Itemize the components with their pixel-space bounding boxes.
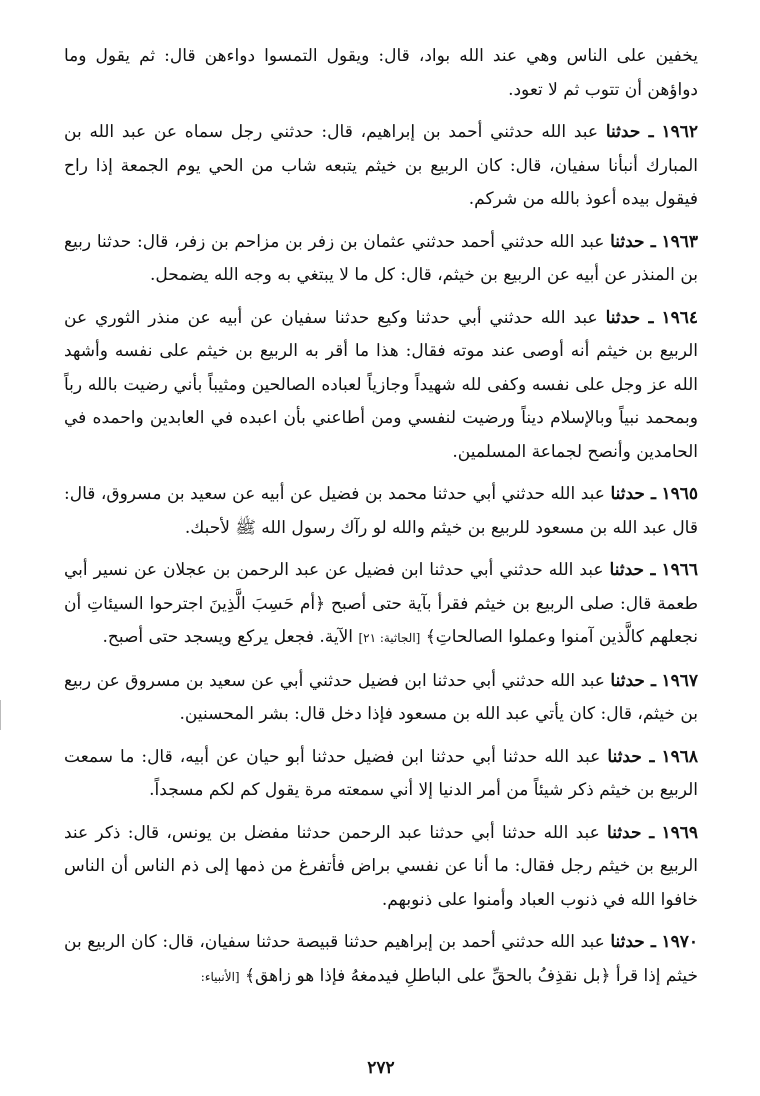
entry-number: ١٩٧٠ <box>661 932 698 952</box>
entry-lead: حدثنا <box>609 560 645 580</box>
continuation-text: يخفين على الناس وهي عند الله بواد، قال: ويقول التمسوا دواءهن قال: ثم يقول وما دواؤهن أن تتوب ثم لا تعود. <box>64 46 698 100</box>
entry-text: عبد الله حدثني أحمد بن إبراهيم حدثنا قبيصة حدثنا سفيان، قال: كان الربيع بن خيثم إذا قرأ ﴿بل نقذِفُ بالحقِّ على الباطلِ فيدمغهُ فإذا هو زاهق﴾ <box>64 932 698 986</box>
entry-lead: حدثنا <box>610 670 645 691</box>
entry-tail: الآية. فجعل يركع ويسجد حتى أصبح. <box>102 627 354 647</box>
entry-number: ١٩٦٨ <box>661 746 699 767</box>
hadith-entry: ١٩٦٤ ـ حدثنا عبد الله حدثني أبي حدثنا وكيع حدثنا سفيان عن أبيه عن منذر الثوري عن الربيع بن خيثم أنه أوصى عند موته فقال: هذا ما أقر به الربيع بن خيثم على نفسه وأشهد الله عز وجل على نفسه وكفى لله شهيداً وجازياً لعباده الصالحين ومثيباً بأني رضيت بالله رباً وبمحمد نبياً وبالإسلام ديناً ورضيت لنفسي ومن أطاعني بأن اعبده في العابدين واحمده في الحامدين وأنصح لجماعة المسلمين. <box>64 307 698 462</box>
hadith-entry: ١٩٦٧ ـ حدثنا عبد الله حدثني أبي حدثنا ابن فضيل حدثني أبي عن سعيد بن مسروق عن ربيع بن خيثم، قال: كان يأتي عبد الله بن مسعود فإذا دخل قال: بشر المحسنين. <box>64 670 699 724</box>
entry-text: عبد الله حدثنا أبي حدثنا ابن فضيل حدثنا أبو حيان عن أبيه، قال: ما سمعت الربيع بن خيثم ذكر شيئاً من أمر الدنيا إلا أني سمعته مرة يقول كم لكم مسجداً. <box>64 746 698 800</box>
quran-reference: [الأنبياء: <box>200 969 240 984</box>
book-page <box>64 40 699 1078</box>
quran-reference: [الجاثية: ٢١] <box>358 631 421 645</box>
hadith-entry: ١٩٦٥ ـ حدثنا عبد الله حدثني أبي حدثنا محمد بن فضيل عن أبيه عن سعيد بن مسروق، قال: قال عبد الله بن مسعود للربيع بن خيثم والله لو رآك رسول الله ﷺ لأحبك. <box>64 484 698 538</box>
hadith-entry: ١٩٦٣ ـ حدثنا عبد الله حدثني أحمد حدثني عثمان بن زفر بن مزاحم بن زفر، قال: حدثنا ربيع بن المنذر عن أبيه عن الربيع بن خيثم، قال: كل ما لا يبتغي به وجه الله يضمحل. <box>64 231 699 285</box>
entry-text: عبد الله حدثني أحمد حدثني عثمان بن زفر بن مزاحم بن زفر، قال: حدثنا ربيع بن المنذر عن أبيه عن الربيع بن خيثم، قال: كل ما لا يبتغي به وجه الله يضمحل. <box>64 231 698 285</box>
entry-number: ١٩٦٤ <box>661 307 698 328</box>
entry-number: ١٩٦٦ <box>661 560 698 580</box>
hadith-entry: ١٩٦٨ ـ حدثنا عبد الله حدثنا أبي حدثنا ابن فضيل حدثنا أبو حيان عن أبيه، قال: ما سمعت الربيع بن خيثم ذكر شيئاً من أمر الدنيا إلا أني سمعته مرة يقول كم لكم مسجداً. <box>64 746 699 800</box>
entry-lead: حدثنا <box>607 746 642 767</box>
entry-number: ١٩٦٧ <box>661 670 699 691</box>
entry-number: ١٩٦٥ <box>661 484 698 504</box>
entry-lead: حدثنا <box>610 484 645 504</box>
entry-lead: حدثنا <box>607 822 642 843</box>
hadith-entry: ١٩٦٩ ـ حدثنا عبد الله حدثنا أبي حدثنا عبد الرحمن حدثنا مفضل بن يونس، قال: ذكر عند الربيع بن خيثم رجل فقال: ما أنا عن نفسي براض فأتفرغ من ذمها إلى ذم الناس أن الناس خافوا الله في ذنوب العباد وأمنوا على ذنوبهم. <box>64 822 699 910</box>
entry-lead: حدثنا <box>605 122 641 142</box>
hadith-entry: ١٩٦٦ ـ حدثنا عبد الله حدثني أبي حدثنا ابن فضيل عن عبد الرحمن بن عجلان عن نسير أبي طعمة قال: صلى الربيع بن خيثم فقرأ بآية حتى أصبح ﴿أم حَسِبَ الَّذِينَ اجترحوا السيئاتِ أن نجعلهم كالَّذين آمنوا وعملوا الصالحاتِ﴾ [الجاثية: ٢١] الآية. فجعل يركع ويسجد حتى أصبح. <box>64 560 698 647</box>
entry-lead: حدثنا <box>605 307 641 328</box>
hadith-entry: ١٩٦٢ ـ حدثنا عبد الله حدثني أحمد بن إبراهيم، قال: حدثني رجل سماه عن عبد الله بن المبارك أنبأنا سفيان، قال: كان الربيع بن خيثم يتبعه شاب من الحي يوم الجمعة إذا راح فيقول بيده أعوذ بالله من شركم. <box>64 122 699 209</box>
entry-text: عبد الله حدثني أبي حدثنا محمد بن فضيل عن أبيه عن سعيد بن مسروق، قال: قال عبد الله بن مسعود للربيع بن خيثم والله لو رآك رسول الله ﷺ لأحبك. <box>64 484 698 538</box>
page-number: ٢٧٢ <box>367 1058 395 1078</box>
entry-lead: حدثنا <box>610 231 645 252</box>
entry-number: ١٩٦٩ <box>661 822 699 843</box>
scan-edge-mark <box>0 700 1 730</box>
entry-lead: حدثنا <box>610 932 645 952</box>
entry-text: عبد الله حدثني أحمد بن إبراهيم، قال: حدثني رجل سماه عن عبد الله بن المبارك أنبأنا سفيان، قال: كان الربيع بن خيثم يتبعه شاب من الحي يوم الجمعة إذا راح فيقول بيده أعوذ بالله من شركم. <box>64 122 698 209</box>
entry-text: عبد الله حدثني أبي حدثنا ابن فضيل حدثني أبي عن سعيد بن مسروق عن ربيع بن خيثم، قال: كان يأتي عبد الله بن مسعود فإذا دخل قال: بشر المحسنين. <box>64 670 698 724</box>
entry-text: عبد الله حدثني أبي حدثنا ابن فضيل عن عبد الرحمن بن عجلان عن نسير أبي طعمة قال: صلى الربيع بن خيثم فقرأ بآية حتى أصبح ﴿أم حَسِبَ الَّذِينَ اجترحوا السيئاتِ أن نجعلهم كالَّذين آمنوا وعملوا الصالحاتِ﴾ <box>64 560 698 647</box>
entry-number: ١٩٦٢ <box>661 122 699 142</box>
entry-number: ١٩٦٣ <box>661 231 699 252</box>
entry-text: عبد الله حدثنا أبي حدثنا عبد الرحمن حدثنا مفضل بن يونس، قال: ذكر عند الربيع بن خيثم رجل فقال: ما أنا عن نفسي براض فأتفرغ من ذمها إلى ذم الناس أن الناس خافوا الله في ذنوب العباد وأمنوا على ذنوبهم. <box>64 822 698 910</box>
entry-text: عبد الله حدثني أبي حدثنا وكيع حدثنا سفيان عن أبيه عن منذر الثوري عن الربيع بن خيثم أنه أوصى عند موته فقال: هذا ما أقر به الربيع بن خيثم على نفسه وأشهد الله عز وجل على نفسه وكفى لله شهيداً وجازياً لعباده الصالحين ومثيباً بأني رضيت بالله رباً وبمحمد نبياً وبالإسلام ديناً ورضيت لنفسي ومن أطاعني بأن اعبده في العابدين واحمده في الحامدين وأنصح لجماعة المسلمين. <box>64 307 698 462</box>
hadith-entry: ١٩٧٠ ـ حدثنا عبد الله حدثني أحمد بن إبراهيم حدثنا قبيصة حدثنا سفيان، قال: كان الربيع بن خيثم إذا قرأ ﴿بل نقذِفُ بالحقِّ على الباطلِ فيدمغهُ فإذا هو زاهق﴾ [الأنبياء: <box>64 932 698 986</box>
